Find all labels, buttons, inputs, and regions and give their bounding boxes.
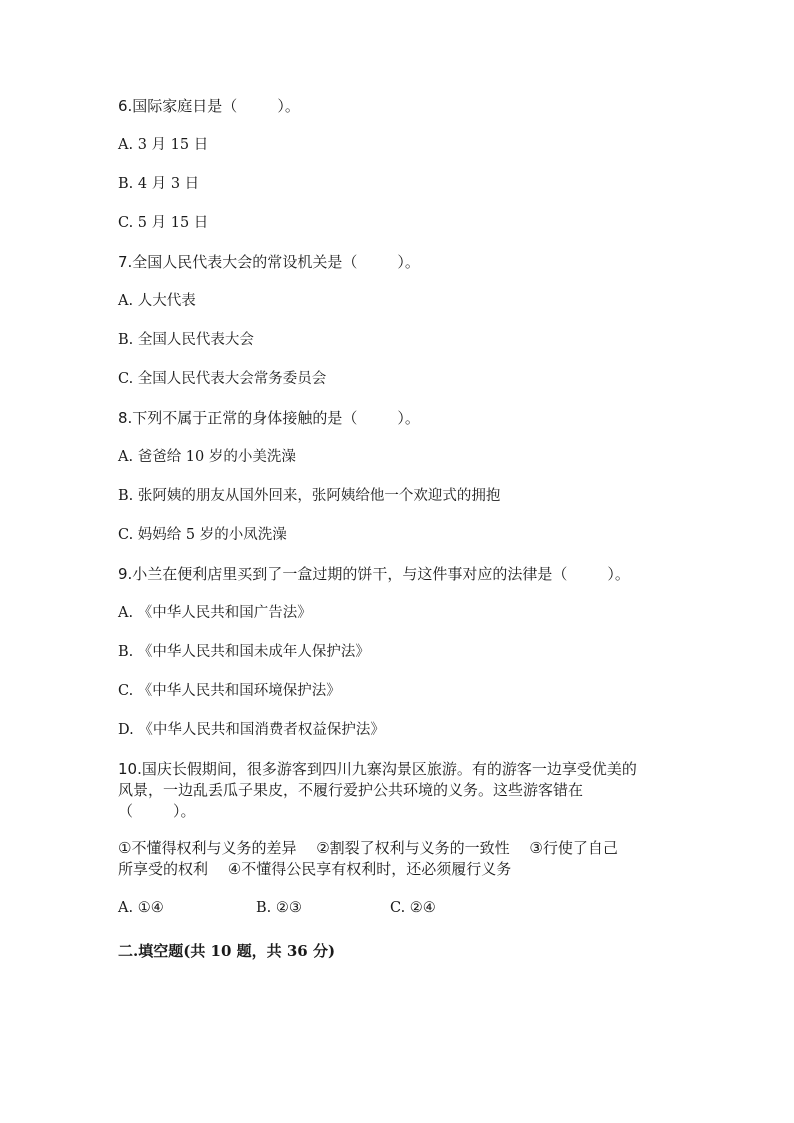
option-b: B. 4 月 3 日 xyxy=(118,176,200,192)
question-stem: 7.全国人民代表大会的常设机关是（ ）。 xyxy=(118,253,420,271)
question-8 xyxy=(118,408,678,545)
option-b: B. 张阿姨的朋友从国外回来，张阿姨给他一个欢迎式的拥抱 xyxy=(118,488,501,504)
option-c: C. 5 月 15 日 xyxy=(118,215,209,231)
option-d: D. 《中华人民共和国消费者权益保护法》 xyxy=(118,722,385,738)
option-c: C. 妈妈给 5 岁的小凤洗澡 xyxy=(118,527,287,543)
inline-options xyxy=(118,898,678,918)
question-10 xyxy=(118,759,678,918)
statements xyxy=(118,838,678,880)
option-a: A. ①④ xyxy=(118,900,164,916)
option-a: A. 爸爸给 10 岁的小美洗澡 xyxy=(118,449,296,465)
question-9 xyxy=(118,564,678,740)
exam-page xyxy=(118,96,678,961)
statements-line-1: ①不懂得权利与义务的差异 ②割裂了权利与义务的一致性 ③行使了自己 xyxy=(118,839,618,857)
question-stem: 6.国际家庭日是（ ）。 xyxy=(118,97,300,115)
option-c: C. 《中华人民共和国环境保护法》 xyxy=(118,683,341,699)
statements-line-2: 所享受的权利 ④不懂得公民享有权利时，还必须履行义务 xyxy=(118,860,512,878)
question-stem: 8.下列不属于正常的身体接触的是（ ）。 xyxy=(118,409,420,427)
option-a: A. 《中华人民共和国广告法》 xyxy=(118,605,312,621)
question-6 xyxy=(118,96,678,233)
option-c: C. 全国人民代表大会常务委员会 xyxy=(118,371,327,387)
option-b: B. 全国人民代表大会 xyxy=(118,332,254,348)
stem-line-2: 风景，一边乱丢瓜子果皮，不履行爱护公共环境的义务。这些游客错在 xyxy=(118,781,584,799)
section-heading: 二.填空题(共 10 题，共 36 分) xyxy=(118,942,336,960)
question-7 xyxy=(118,252,678,389)
option-a: A. 3 月 15 日 xyxy=(118,137,209,153)
option-a: A. 人大代表 xyxy=(118,293,196,309)
option-c: C. ②④ xyxy=(390,900,436,916)
option-b: B. ②③ xyxy=(256,900,302,916)
stem-line-3: （ ）。 xyxy=(118,802,196,820)
question-stem: 9.小兰在便利店里买到了一盒过期的饼干，与这件事对应的法律是（ ）。 xyxy=(118,565,630,583)
stem-line-1: 10.国庆长假期间，很多游客到四川九寨沟景区旅游。有的游客一边享受优美的 xyxy=(118,760,637,778)
question-stem xyxy=(118,759,678,822)
option-b: B. 《中华人民共和国未成年人保护法》 xyxy=(118,644,370,660)
